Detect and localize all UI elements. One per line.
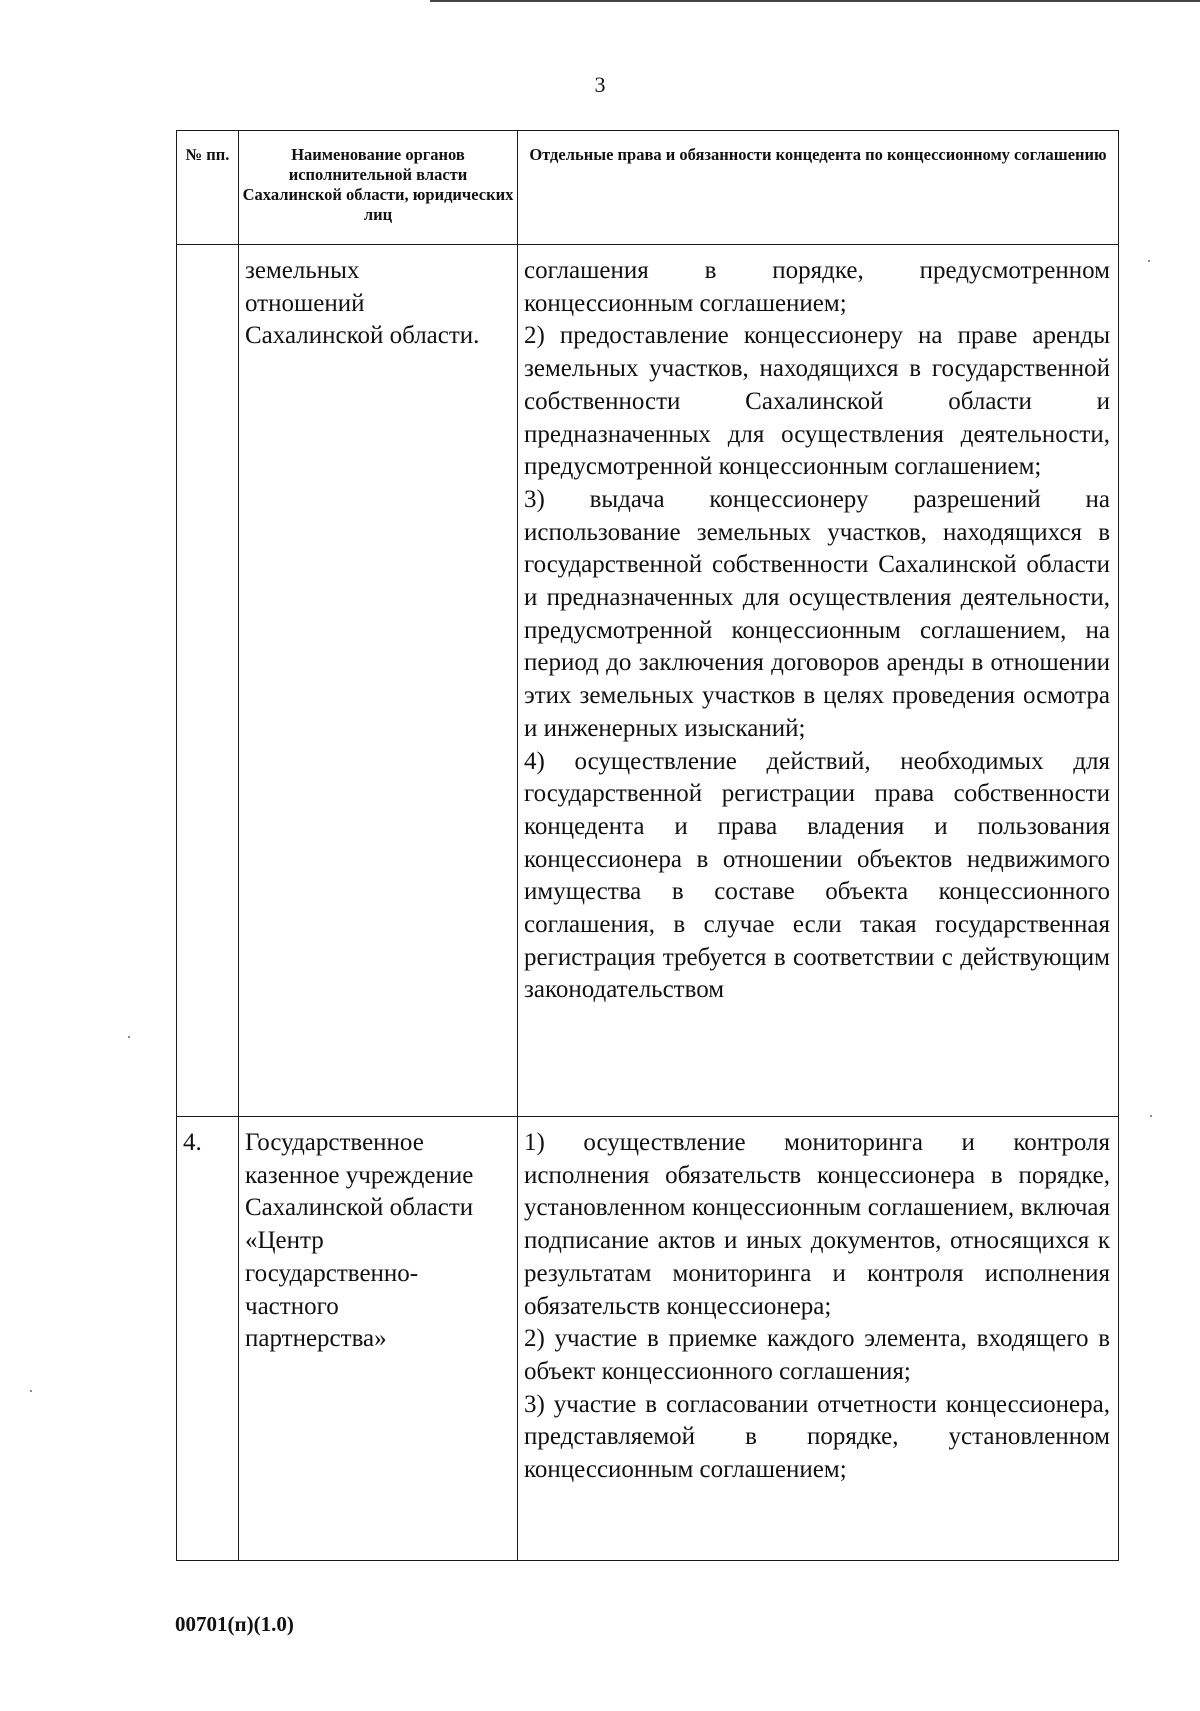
scan-speck	[1150, 1115, 1152, 1117]
row-organization	[239, 1117, 518, 1561]
row-organization	[239, 245, 518, 1117]
scan-speck	[30, 1390, 32, 1392]
org-line: государственно-	[245, 1259, 419, 1287]
rights-item: 4) осуществление действий, необходимых для государственной регистрации права собственности концедента и права владения и пользования концессионера в отношении объектов недвижимого имущества в составе объекта концессионного соглашения, в случае если такая государственная регистрация требуется в соответствии с действующим законодательством	[524, 747, 1110, 1004]
org-line: партнерства»	[245, 1325, 387, 1353]
document-code: 00701(п)(1.0)	[175, 1612, 294, 1636]
header-number: № пп.	[177, 131, 239, 245]
rights-table	[176, 130, 1119, 1561]
page-number: 3	[594, 72, 606, 97]
scan-speck	[128, 1036, 130, 1038]
row-number	[177, 245, 239, 1117]
org-line: Государственное	[245, 1129, 424, 1156]
rights-item: 3) участие в согласовании отчетности концессионера, представляемой в порядке, установленном концессионным соглашением;	[524, 1390, 1110, 1484]
scan-speck	[1148, 260, 1150, 262]
org-line: казенное учреждение	[245, 1161, 474, 1189]
header-organization: Наименование органов исполнительной власти Сахалинской области, юридических лиц	[239, 131, 518, 245]
org-line: «Центр	[245, 1227, 324, 1255]
org-line: отношений	[245, 289, 365, 317]
table-row	[177, 245, 1119, 1117]
header-rights: Отдельные права и обязанности концедента по концессионному соглашению	[518, 131, 1119, 245]
row-rights	[518, 1117, 1119, 1561]
rights-item: 2) предоставление концессионеру на праве аренды земельных участков, находящихся в государственной собственности Сахалинской области и предназначенных для осуществления деятельности, предусмотренной концессионным соглашением;	[524, 322, 1110, 481]
org-line: частного	[245, 1292, 339, 1320]
rights-item: 1) осуществление мониторинга и контроля исполнения обязательств концессионера в порядке, установленном концессионным соглашением, включая подписание актов и иных документов, относящихся к результатам мониторинга и контроля исполнения обязательств концессионера;	[524, 1129, 1110, 1320]
scan-top-rule	[430, 0, 1200, 2]
org-line: земельных	[245, 257, 360, 284]
rights-item: 2) участие в приемке каждого элемента, входящего в объект концессионного соглашения;	[524, 1325, 1110, 1385]
rights-item: 3) выдача концессионеру разрешений на использование земельных участков, находящихся в государственной собственности Сахалинской области и предназначенных для осуществления деятельности, предусмотренной концессионным соглашением, на период до заключения договоров аренды в отношении этих земельных участков в целях проведения осмотра и инженерных изысканий;	[524, 485, 1110, 742]
table-row	[177, 1117, 1119, 1561]
rights-item: соглашения в порядке, предусмотренном концессионным соглашением;	[524, 257, 1110, 317]
row-number: 4.	[177, 1117, 239, 1561]
table-header-row	[177, 131, 1119, 245]
org-line: Сахалинской области.	[245, 322, 480, 350]
org-line: Сахалинской области	[245, 1194, 474, 1222]
row-rights	[518, 245, 1119, 1117]
